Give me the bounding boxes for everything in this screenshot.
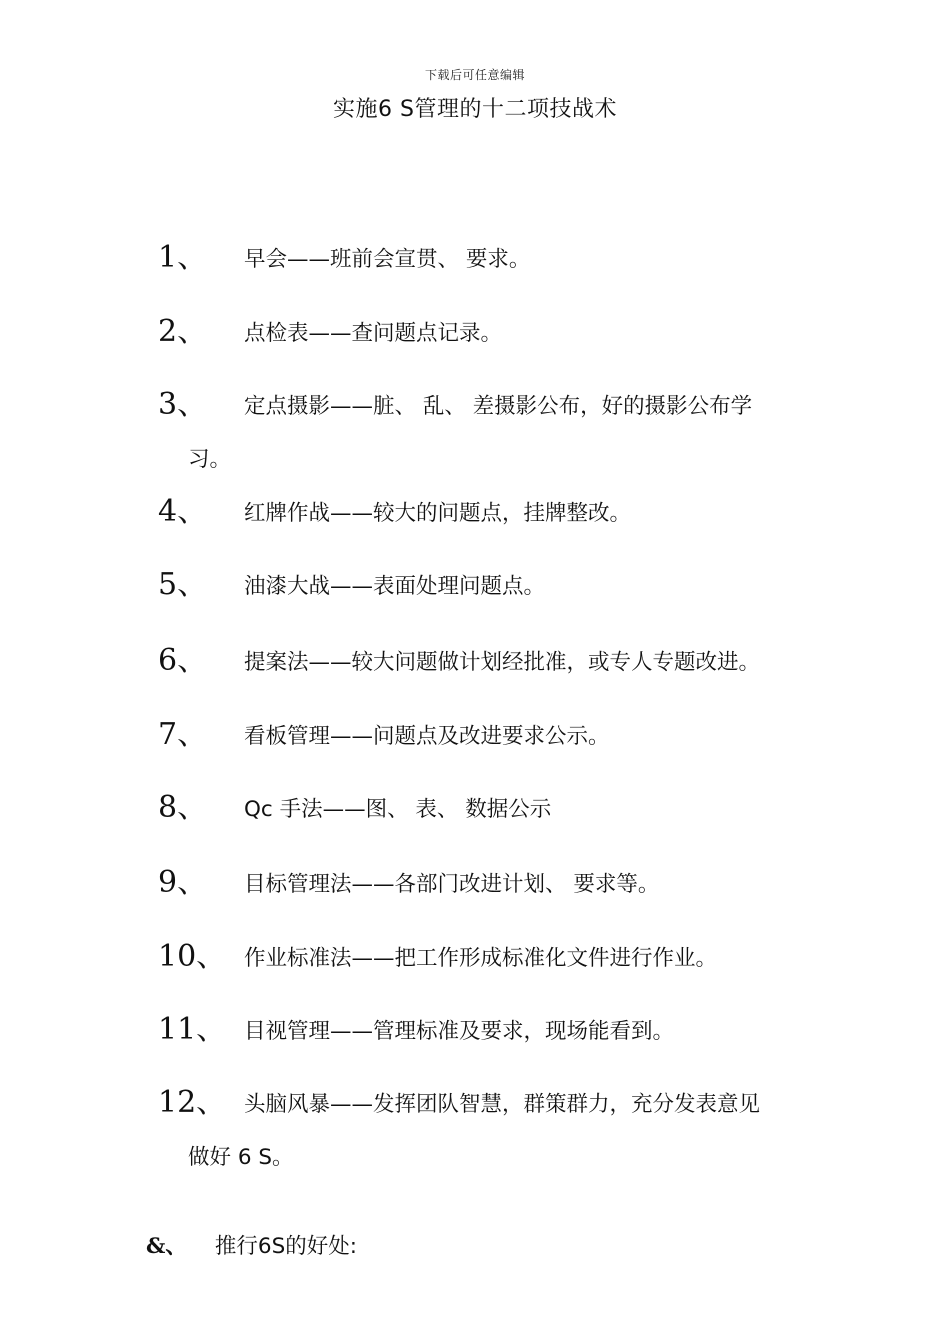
item-text-continuation: 做好 6 S。 xyxy=(188,1145,294,1170)
item-number: 9、 xyxy=(158,865,208,900)
section-heading xyxy=(146,1234,357,1260)
item-number: 5、 xyxy=(158,567,208,602)
document-title: 实施6 S管理的十二项技战术 xyxy=(333,97,617,122)
item-number: 3、 xyxy=(158,387,208,422)
item-text: 看板管理——问题点及改进要求公示。 xyxy=(244,724,610,749)
item-number: 11、 xyxy=(158,1012,227,1047)
item-text: 提案法——较大问题做计划经批准，或专人专题改进。 xyxy=(244,650,761,675)
item-text: 红牌作战——较大的问题点，挂牌整改。 xyxy=(244,501,632,526)
item-number: 12、 xyxy=(158,1085,227,1120)
item-text: 目标管理法——各部门改进计划、 要求等。 xyxy=(244,872,660,897)
item-text: Qc 手法——图、 表、 数据公示 xyxy=(244,797,552,822)
item-text: 早会——班前会宣贯、 要求。 xyxy=(244,247,531,272)
item-number: 6、 xyxy=(158,643,208,678)
header-note: 下载后可任意编辑 xyxy=(424,68,525,82)
item-text: 油漆大战——表面处理问题点。 xyxy=(244,574,546,599)
section-heading-text: 推行6S的好处: xyxy=(214,1234,357,1259)
item-number: 2、 xyxy=(158,314,208,349)
item-number: 4、 xyxy=(158,494,208,529)
item-number: 1、 xyxy=(158,240,208,275)
item-text: 点检表——查问题点记录。 xyxy=(244,321,503,346)
section-mark: &、 xyxy=(146,1234,187,1259)
item-number: 8、 xyxy=(158,790,208,825)
item-text: 目视管理——管理标准及要求，现场能看到。 xyxy=(244,1019,675,1044)
item-text: 头脑风暴——发挥团队智慧，群策群力，充分发表意见 xyxy=(244,1092,761,1117)
item-text: 定点摄影——脏、 乱、 差摄影公布，好的摄影公布学 xyxy=(244,394,753,419)
item-number: 7、 xyxy=(158,717,208,752)
item-number: 10、 xyxy=(158,939,227,974)
item-text: 作业标准法——把工作形成标准化文件进行作业。 xyxy=(244,946,718,971)
item-text-continuation: 习。 xyxy=(188,447,232,472)
